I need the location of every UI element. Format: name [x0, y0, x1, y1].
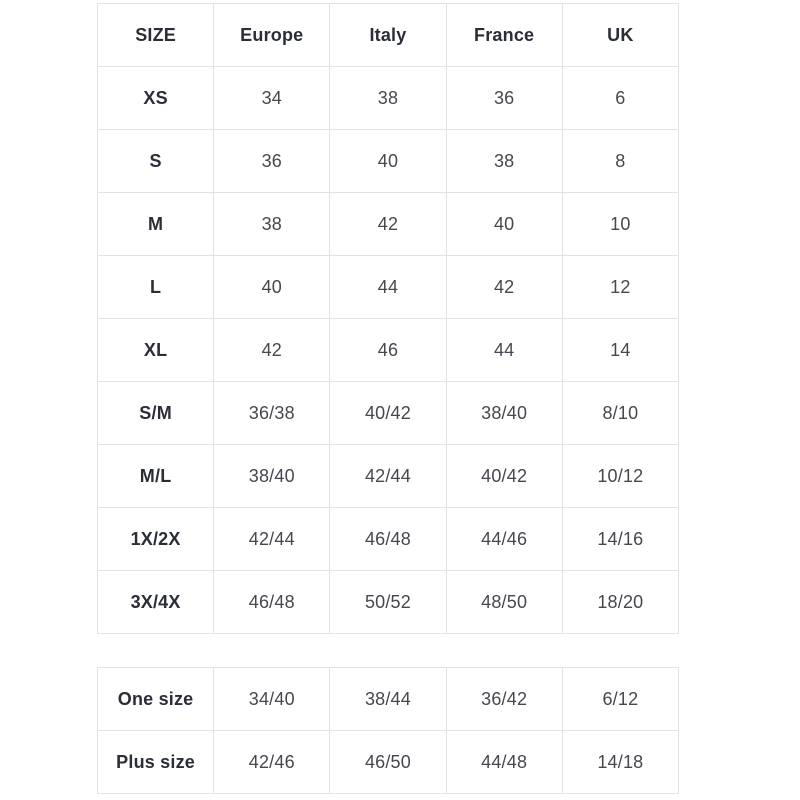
row-label: M/L — [98, 445, 214, 508]
size-value: 8/10 — [562, 382, 678, 445]
row-label: L — [98, 256, 214, 319]
table-row — [98, 382, 679, 445]
table-row — [98, 67, 679, 130]
size-value: 34 — [214, 67, 330, 130]
special-sizes-table — [97, 667, 679, 794]
column-header: UK — [562, 4, 678, 67]
size-value: 36 — [214, 130, 330, 193]
size-value: 46/48 — [330, 508, 446, 571]
size-value: 42 — [330, 193, 446, 256]
size-value: 44 — [446, 319, 562, 382]
size-value: 12 — [562, 256, 678, 319]
size-value: 42/46 — [214, 731, 330, 794]
size-value: 38/40 — [446, 382, 562, 445]
size-value: 14/18 — [562, 731, 678, 794]
table-row — [98, 319, 679, 382]
size-value: 36/42 — [446, 668, 562, 731]
row-label: XS — [98, 67, 214, 130]
table-row — [98, 193, 679, 256]
size-value: 18/20 — [562, 571, 678, 634]
size-value: 40/42 — [330, 382, 446, 445]
row-label: M — [98, 193, 214, 256]
size-value: 42/44 — [330, 445, 446, 508]
size-value: 38 — [446, 130, 562, 193]
size-value: 34/40 — [214, 668, 330, 731]
column-header: France — [446, 4, 562, 67]
size-value: 38/40 — [214, 445, 330, 508]
size-value: 42/44 — [214, 508, 330, 571]
size-value: 46 — [330, 319, 446, 382]
size-value: 46/48 — [214, 571, 330, 634]
size-value: 42 — [446, 256, 562, 319]
size-value: 42 — [214, 319, 330, 382]
table-row — [98, 445, 679, 508]
size-value: 44/46 — [446, 508, 562, 571]
header-row — [98, 4, 679, 67]
size-value: 40 — [214, 256, 330, 319]
size-value: 44/48 — [446, 731, 562, 794]
size-value: 46/50 — [330, 731, 446, 794]
size-value: 8 — [562, 130, 678, 193]
size-value: 10 — [562, 193, 678, 256]
size-value: 48/50 — [446, 571, 562, 634]
size-value: 36 — [446, 67, 562, 130]
size-value: 50/52 — [330, 571, 446, 634]
row-label: S — [98, 130, 214, 193]
table-row — [98, 731, 679, 794]
size-value: 40 — [446, 193, 562, 256]
row-label: 1X/2X — [98, 508, 214, 571]
size-value: 38 — [214, 193, 330, 256]
row-label: 3X/4X — [98, 571, 214, 634]
size-value: 38/44 — [330, 668, 446, 731]
row-label: One size — [98, 668, 214, 731]
column-header: SIZE — [98, 4, 214, 67]
size-value: 6/12 — [562, 668, 678, 731]
size-value: 40 — [330, 130, 446, 193]
table-row — [98, 668, 679, 731]
size-value: 38 — [330, 67, 446, 130]
table-row — [98, 571, 679, 634]
size-value: 40/42 — [446, 445, 562, 508]
table-row — [98, 256, 679, 319]
row-label: XL — [98, 319, 214, 382]
column-header: Europe — [214, 4, 330, 67]
size-value: 10/12 — [562, 445, 678, 508]
size-conversion-table — [97, 3, 679, 634]
column-header: Italy — [330, 4, 446, 67]
row-label: S/M — [98, 382, 214, 445]
size-value: 6 — [562, 67, 678, 130]
size-value: 14 — [562, 319, 678, 382]
table-row — [98, 130, 679, 193]
row-label: Plus size — [98, 731, 214, 794]
size-guide — [97, 3, 679, 794]
size-value: 36/38 — [214, 382, 330, 445]
size-value: 44 — [330, 256, 446, 319]
size-value: 14/16 — [562, 508, 678, 571]
table-row — [98, 508, 679, 571]
